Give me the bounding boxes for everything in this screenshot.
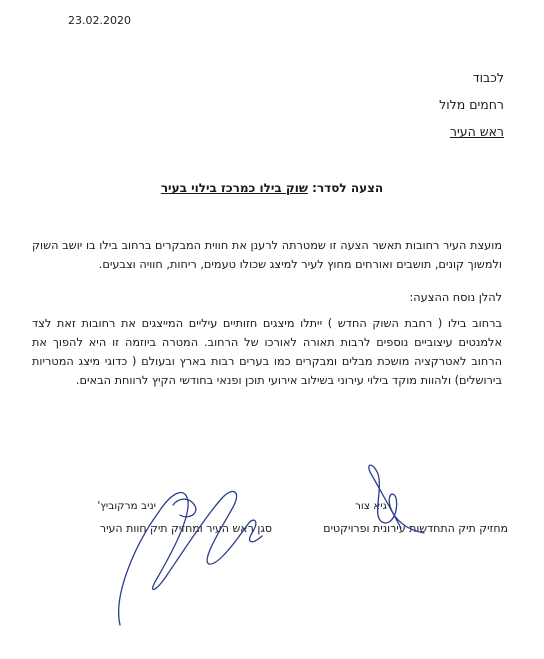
- signature-1-title: מחזיק תיק התחדשות עירונית ופרויקטים: [323, 522, 508, 535]
- body-lead: להלן נוסח ההצעה:: [409, 291, 502, 304]
- letter-date: 23.02.2020: [68, 14, 131, 27]
- recipient-name: רחמים מלול: [439, 97, 504, 112]
- subject-line: [0, 182, 544, 194]
- signature-1-name: גיא צור: [354, 500, 387, 512]
- signature-2-name: יניב מרקוביץ': [97, 500, 156, 512]
- recipient-title: ראש העיר: [449, 124, 504, 139]
- signature-2-loop: [173, 499, 196, 517]
- body-paragraph-2: ברחוב בילו ( רחבת השוק החדש ) ייתלו מיצגים חזותיים עיליים המייצגים את רחובות זאת לצד אלמנטים עיצוביים נוספים לרבות תאורה לאורכו של הרחוב. המטרה ביוזמה זו היא להפוך את הרחוב לאטרקציה מושכת מבלים ומבקרים כמו בערים רבות בארץ ובעולם ( כדוגי מיצג המטריות בירושלים) ולהוות מוקד בילוי עירוני בשילוב אירועי תוכן ופנאי בחודשי הקיץ לרווחת הבאים.: [32, 317, 502, 387]
- subject-value: שוק בילו כמרכז בילוי בעיר: [160, 181, 308, 195]
- subject-label: הצעה לסדר:: [312, 181, 384, 195]
- body-paragraph-1: מועצת העיר רחובות תאשר הצעה זו שמטרתה לרענן את חווית המבקרים ברחוב בילו בו יושב השוק ולמשוך קונים, תושבים ואורחים מחוץ לעיר למיצג שכולו טעמים, ריחות, חוויה וצבעים.: [32, 239, 502, 271]
- signature-2-title: סגן ראש העיר ומחזיק תיק חוות העיר: [99, 522, 272, 535]
- recipient-salutation: לכבוד: [472, 70, 504, 85]
